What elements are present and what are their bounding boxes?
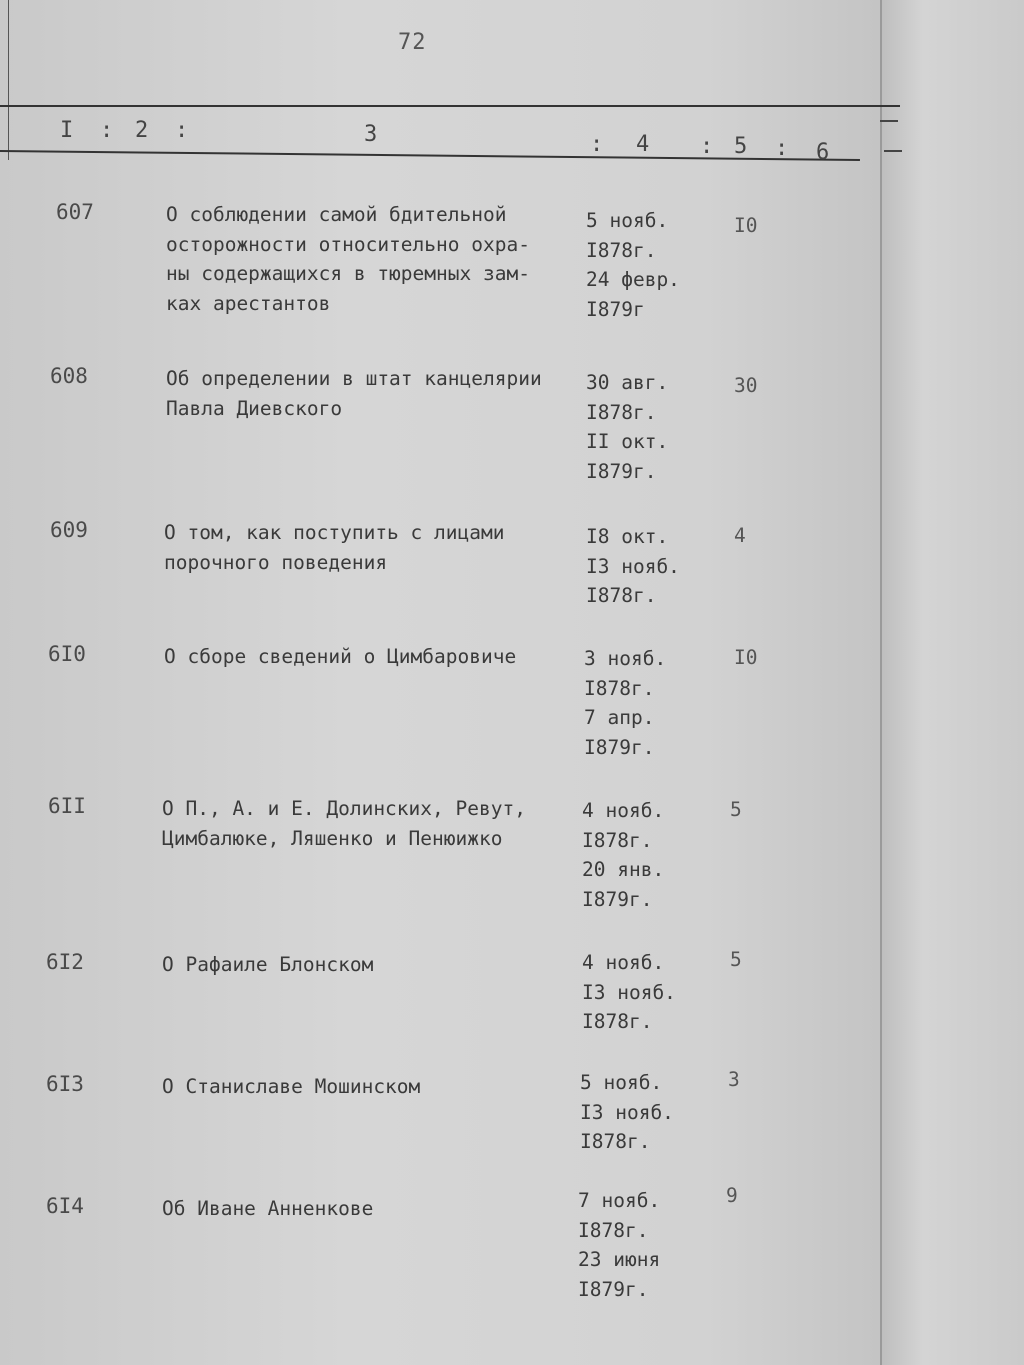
next-page-edge [880,0,1024,1365]
record-dates: 5 нояб. I878г. 24 февр. I879г [586,209,680,321]
column-separator: : [590,132,604,157]
record-title: О сборе сведений о Цимбаровиче [164,645,517,668]
column-separator: : [700,134,714,159]
record-sheet-count: 5 [730,948,742,971]
record-number: 607 [56,200,94,224]
record-title: О Рафаиле Блонском [162,953,374,976]
column-header-2: 2 [135,118,149,143]
column-header-6: 6 [816,140,830,165]
record-dates: 7 нояб. I878г. 23 июня I879г. [578,1189,661,1301]
column-separator: : [775,136,789,161]
record-title: О том, как поступить с лицами порочного поведения [164,521,505,574]
column-header-5: 5 [734,134,748,159]
record-number: 6II [48,794,86,818]
record-sheet-count: 4 [734,524,746,547]
header-top-rule [0,105,900,107]
record-sheet-count: I0 [734,646,758,669]
page-number: 72 [398,30,427,55]
record-title: Об определении в штат канцелярии Павла Диевского [166,367,542,420]
column-header-3: 3 [364,122,378,147]
column-header-1: I [60,118,74,143]
record-number: 608 [50,364,88,388]
record-dates: 30 авг. I878г. II окт. I879г. [586,371,669,483]
record-dates: I8 окт. I3 нояб. I878г. [586,525,680,607]
record-dates: 4 нояб. I3 нояб. I878г. [582,951,676,1033]
record-number: 6I2 [46,950,84,974]
record-dates: 5 нояб. I3 нояб. I878г. [580,1071,674,1153]
rule-continuation-mark [884,150,902,152]
column-separator: : [175,118,189,143]
record-title: О соблюдении самой бдительной осторожности относительно охра- ны содержащихся в тюремных зам- ках арестантов [166,203,530,315]
record-number: 6I0 [48,642,86,666]
rule-continuation-mark [880,120,898,122]
record-title: О П., А. и Е. Долинских, Ревут, Цимбалюке, Ляшенко и Пенюижко [162,797,526,850]
record-sheet-count: 9 [726,1184,738,1207]
record-sheet-count: 5 [730,798,742,821]
record-dates: 4 нояб. I878г. 20 янв. I879г. [582,799,665,911]
column-header-4: 4 [636,132,650,157]
record-number: 609 [50,518,88,542]
record-number: 6I3 [46,1072,84,1096]
record-sheet-count: 3 [728,1068,740,1091]
record-sheet-count: I0 [734,214,758,237]
record-sheet-count: 30 [734,374,758,397]
binding-margin-mark [0,0,9,160]
column-separator: : [100,118,114,143]
record-dates: 3 нояб. I878г. 7 апр. I879г. [584,647,667,759]
record-title: Об Иване Анненкове [162,1197,374,1220]
record-title: О Станиславе Мошинском [162,1075,421,1098]
record-number: 6I4 [46,1194,84,1218]
